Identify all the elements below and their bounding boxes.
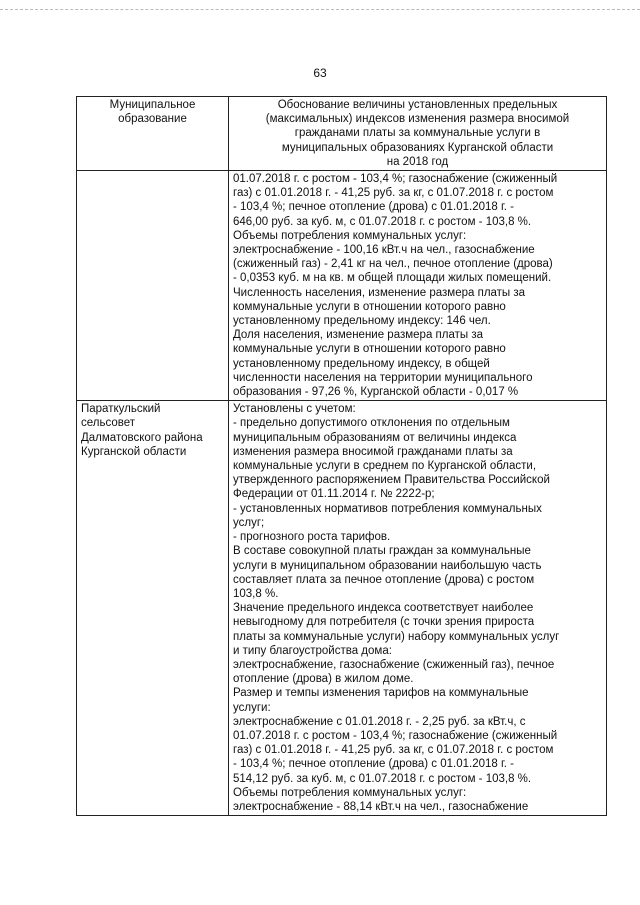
text-line: составляет плата за печное отопление (дрова) с ростом xyxy=(233,573,535,586)
text-line: Объемы потребления коммунальных услуг: xyxy=(233,786,467,799)
text-line: изменения размера вносимой гражданами платы за xyxy=(233,445,513,458)
header-municipality xyxy=(77,97,229,171)
text-line: Численность населения, изменение размера платы за xyxy=(233,286,526,299)
header-text-line: (максимальных) индексов изменения размера вносимой xyxy=(265,113,570,126)
header-row xyxy=(77,97,607,171)
header-text-line: на 2018 год xyxy=(386,155,449,168)
table-row xyxy=(77,401,607,816)
text-line: Значение предельного индекса соответствует наиболее xyxy=(233,602,534,615)
text-line: - установленных нормативов потребления коммунальных xyxy=(233,502,542,515)
header-text-line: образование xyxy=(118,113,187,126)
text-line: Размер и темпы изменения тарифов на коммунальные xyxy=(233,687,529,700)
text-line: электроснабжение, газоснабжение (сжиженный газ), печное xyxy=(233,658,555,671)
text-line: 01.07.2018 г. с ростом - 103,4 %; газоснабжение (сжиженный xyxy=(233,729,558,742)
text-line: Доля населения, изменение размера платы за xyxy=(233,329,484,342)
text-line: установленному предельному индексу: 146 чел. xyxy=(233,315,491,328)
text-line: В составе совокупной платы граждан за коммунальные xyxy=(233,545,531,558)
text-line: отопление (дрова) в жилом доме. xyxy=(233,673,414,686)
text-line: Параткульский xyxy=(81,403,161,416)
municipality-cell xyxy=(77,401,229,816)
text-line: 01.07.2018 г. с ростом - 103,4 %; газоснабжение (сжиженный xyxy=(233,173,558,186)
text-line: газ) с 01.01.2018 г. - 41,25 руб. за кг, с 01.07.2018 г. с ростом xyxy=(233,744,554,757)
text-line: 103,8 %. xyxy=(233,587,279,600)
text-line: газ) с 01.01.2018 г. - 41,25 руб. за кг, с 01.07.2018 г. с ростом xyxy=(233,187,554,200)
justification-cell xyxy=(229,171,607,401)
text-line: - 0,0353 куб. м на кв. м общей площади жилых помещений. xyxy=(233,272,552,285)
page-number: 63 xyxy=(313,66,327,80)
text-line: - 103,4 %; печное отопление (дрова) с 01.01.2018 г. - xyxy=(233,201,514,214)
text-line: услуги в муниципальном образовании наибольшую часть xyxy=(233,559,542,572)
text-line: электроснабжение - 88,14 кВт.ч на чел., газоснабжение xyxy=(233,800,529,813)
text-line: сельсовет xyxy=(81,417,136,430)
text-line: Далматовского района xyxy=(81,431,203,444)
header-text-line: Муниципальное xyxy=(109,99,196,111)
header-text-line: муниципальных образованиях Курганской области xyxy=(281,141,554,154)
text-line: установленному предельному индексу, в общей xyxy=(233,357,490,370)
text-line: коммунальные услуги в среднем по Курганской области, xyxy=(233,460,537,473)
justification-table xyxy=(76,96,607,816)
text-line: образования - 97,26 %, Курганской области - 0,017 % xyxy=(233,386,519,399)
text-line: утвержденного распоряжением Правительства Российской xyxy=(233,474,550,487)
text-line: - 103,4 %; печное отопление (дрова) с 01.01.2018 г. - xyxy=(233,758,514,771)
text-line: услуг; xyxy=(233,516,265,529)
header-text-line: гражданами платы за коммунальные услуги в xyxy=(294,127,541,140)
text-line: муниципальным образованиям от величины индекса xyxy=(233,431,517,444)
justification-cell xyxy=(229,401,607,816)
text-line: численности населения на территории муниципального xyxy=(233,371,533,384)
text-line: - предельно допустимого отклонения по отдельным xyxy=(233,417,510,430)
text-line: электроснабжение с 01.01.2018 г. - 2,25 руб. за кВт.ч, с xyxy=(233,715,526,728)
header-text-line: Обоснование величины установленных предельных xyxy=(277,99,558,111)
text-line: Курганской области xyxy=(81,445,187,458)
text-line: (сжиженный газ) - 2,41 кг на чел., печное отопление (дрова) xyxy=(233,258,553,271)
text-line: коммунальные услуги в отношении которого равно xyxy=(233,300,506,313)
text-line: и типу благоустройства дома: xyxy=(233,644,392,657)
text-line: платы за коммунальные услуги) набору коммунальных услуг xyxy=(233,630,560,643)
text-line: 514,12 руб. за куб. м, с 01.07.2018 г. с ростом - 103,8 %. xyxy=(233,772,532,785)
municipality-cell xyxy=(77,171,229,401)
text-line: коммунальные услуги в отношении которого равно xyxy=(233,343,506,356)
text-line: невыгодному для потребителя (с точки зрения прироста xyxy=(233,616,535,629)
text-line: Федерации от 01.11.2014 г. № 2222-р; xyxy=(233,488,435,501)
text-line: Установлены с учетом: xyxy=(233,403,356,416)
text-line: 646,00 руб. за куб. м, с 01.07.2018 г. с ростом - 103,8 %. xyxy=(233,215,532,228)
text-line: Объемы потребления коммунальных услуг: xyxy=(233,229,467,242)
table-row xyxy=(77,171,607,401)
header-justification xyxy=(229,97,607,171)
text-line: услуги: xyxy=(233,701,271,714)
text-line: электроснабжение - 100,16 кВт.ч на чел., газоснабжение xyxy=(233,244,535,257)
scan-edge-line xyxy=(0,9,640,11)
text-line: - прогнозного роста тарифов. xyxy=(233,531,391,544)
